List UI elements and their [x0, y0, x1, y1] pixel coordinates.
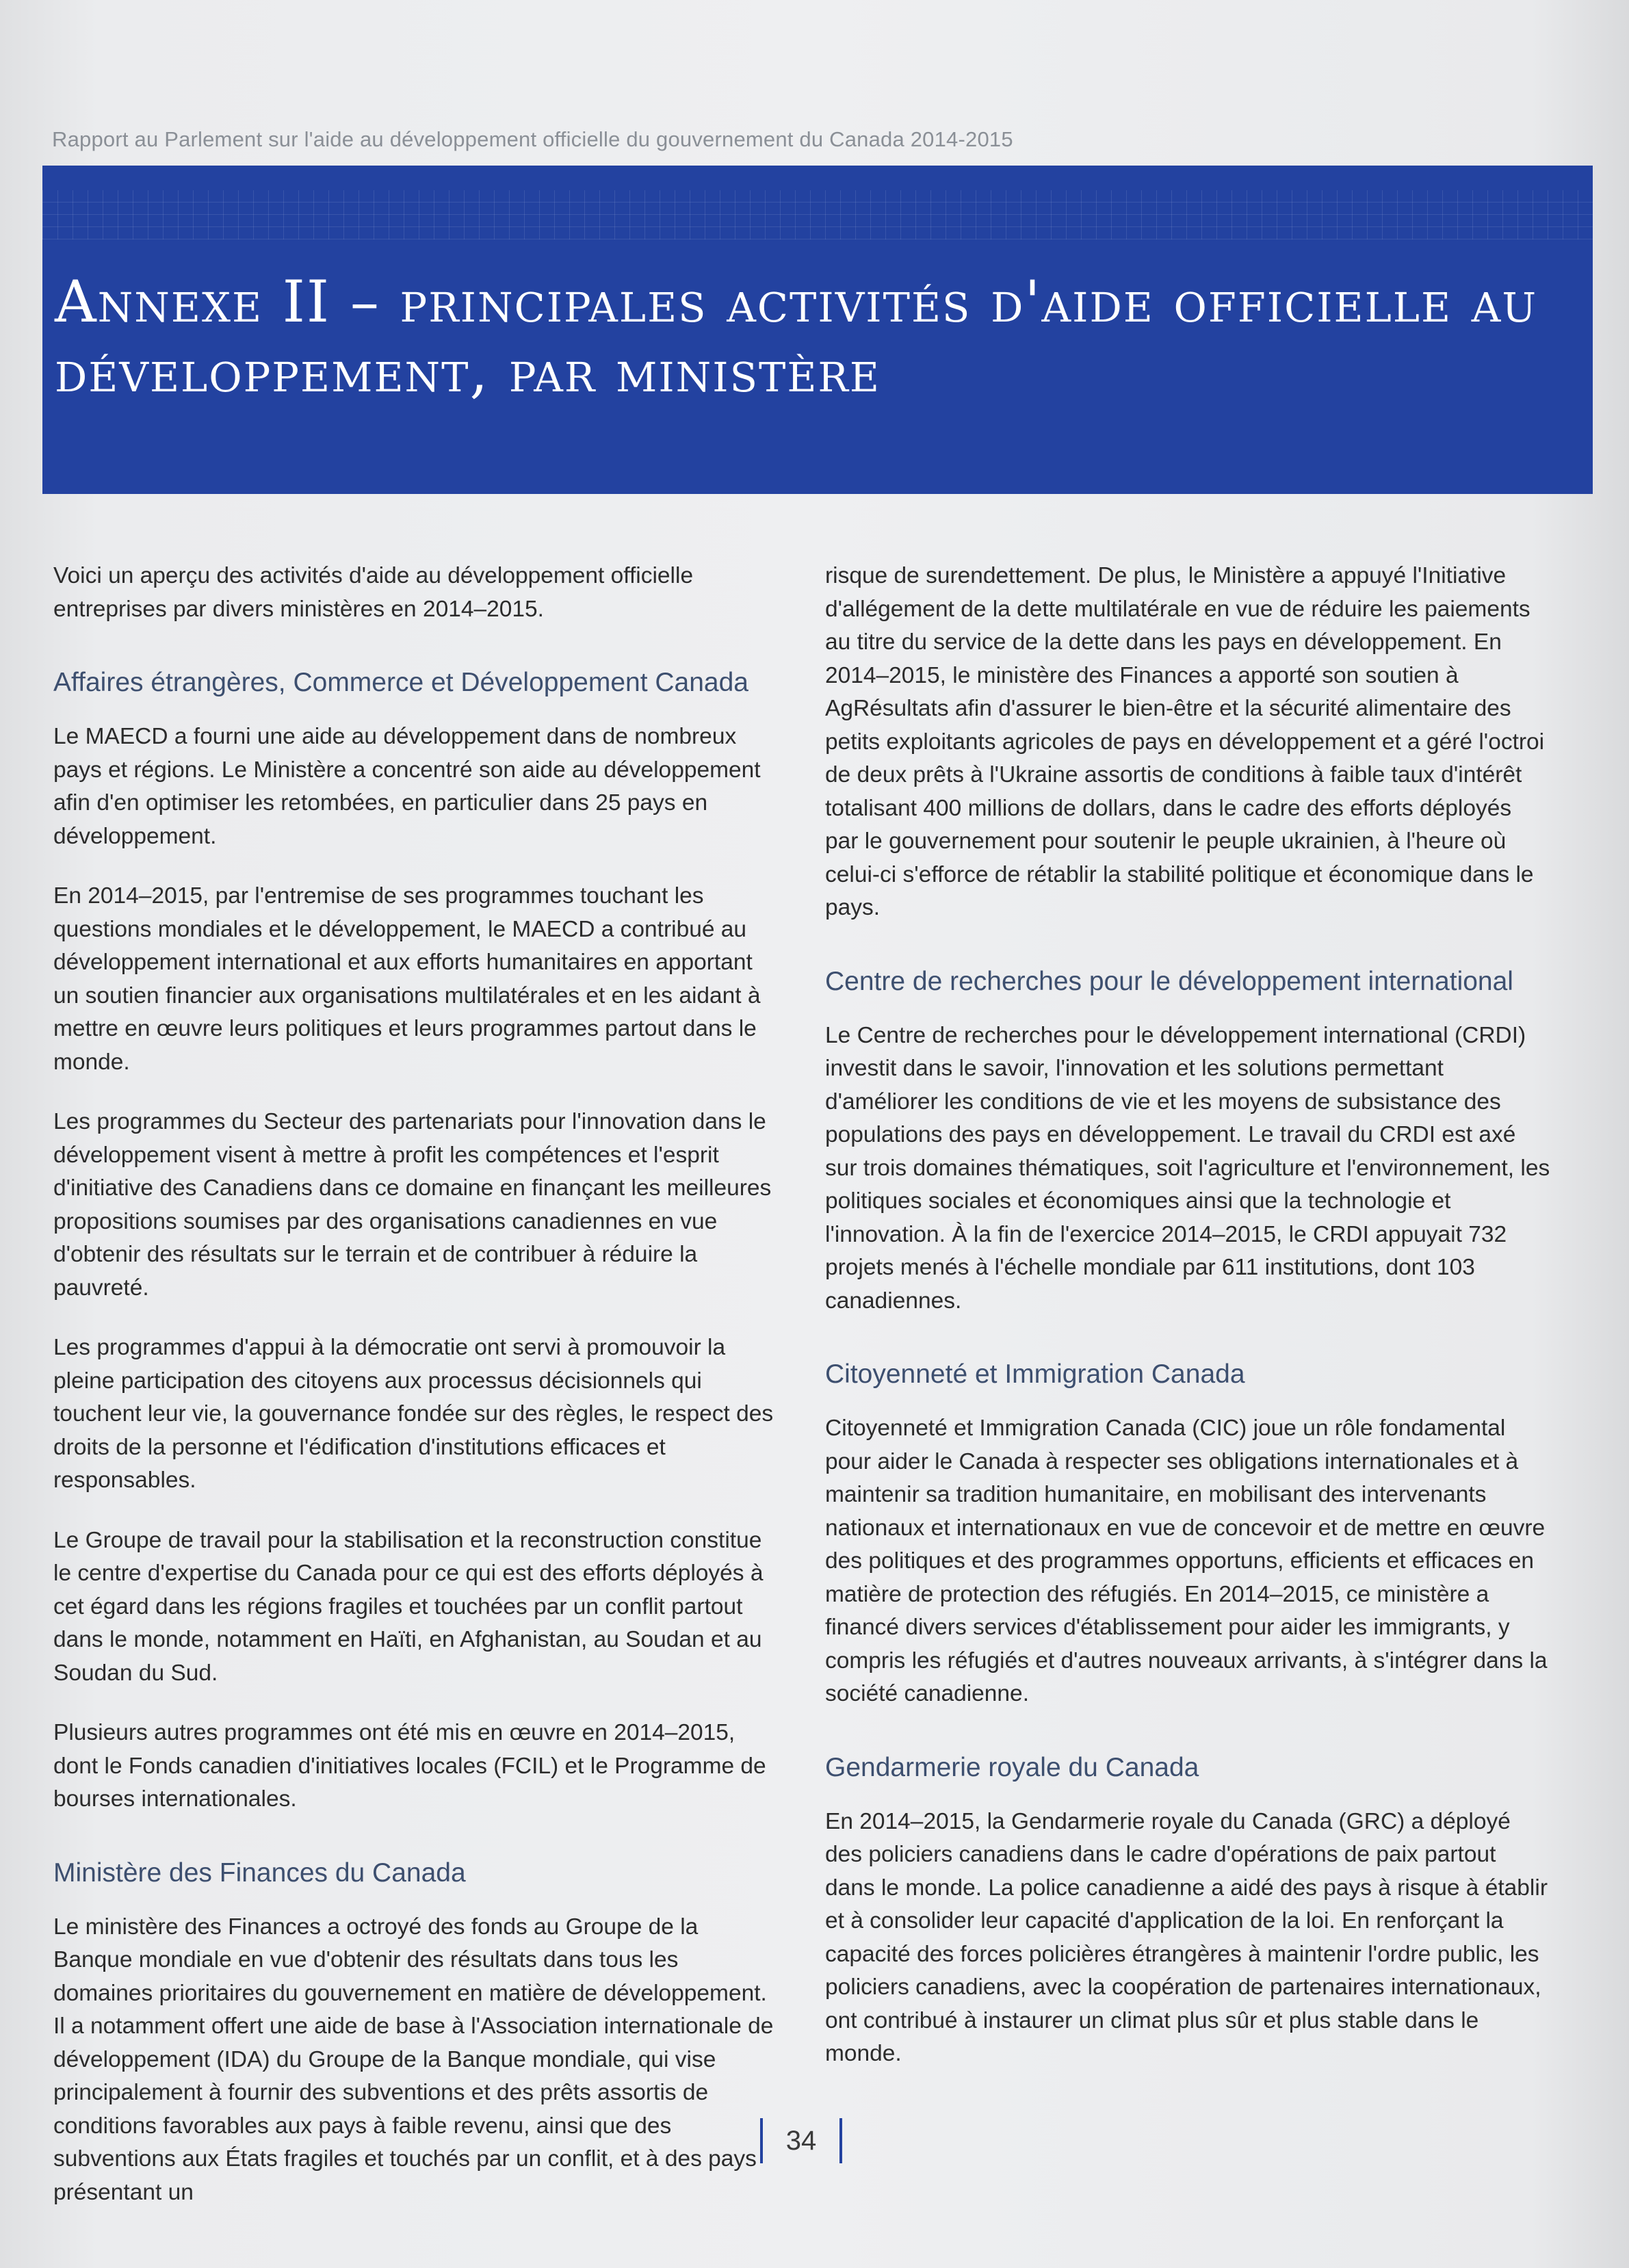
section-heading-finances: Ministère des Finances du Canada	[53, 1858, 466, 1888]
banner-grid-pattern	[42, 190, 1593, 239]
section-heading-grc: Gendarmerie royale du Canada	[825, 1752, 1199, 1782]
running-header: Rapport au Parlement sur l'aide au développement officielle du gouvernement du Canada 2014-2015	[52, 127, 1013, 151]
annex-banner	[42, 166, 1593, 494]
maecd-paragraph: Les programmes d'appui à la démocratie ont servi à promouvoir la pleine participation des citoyens aux processus décisionnels qui touchent leur vie, la gouvernance fondée sur des règles, le respect des droits de la personne et l'édification d'institutions efficaces et responsables.	[53, 1335, 774, 1493]
grc-paragraph: En 2014–2015, la Gendarmerie royale du Canada (GRC) a déployé des policiers canadiens dans le cadre d'opérations de paix partout dans le monde. La police canadienne a aidé des pays à risque à établir et à consolider leur capacité d'application de la loi. En renforçant la capacité des forces policières étrangères à maintenir l'ordre public, les policiers canadiens, avec la coopération de partenaires internationaux, ont contribué à instaurer un climat plus sûr et plus stable dans le monde.	[825, 1808, 1548, 2066]
intro-paragraph: Voici un aperçu des activités d'aide au développement officielle entreprises par divers ministères en 2014–2015.	[53, 563, 694, 622]
section-heading-crdi: Centre de recherches pour le développement international	[825, 966, 1513, 996]
page-folio	[736, 2117, 866, 2165]
folio-bar-right	[839, 2118, 842, 2163]
finances-paragraph-part1: Le ministère des Finances a octroyé des fonds au Groupe de la Banque mondiale en vue d'obtenir des résultats dans tous les domaines prioritaires du gouvernement en matière de développement. Il a notamment offert une aide de base à l'Association internationale de développement (IDA) du Groupe de la Banque mondiale, qui vise principalement à fournir des subventions et des prêts assortis de conditions favorables aux pays à faible revenu, ainsi que des subventions aux États fragiles et touchés par un conflit, et à des pays présentant un	[53, 1914, 774, 2205]
finances-paragraph-part2: risque de surendettement. De plus, le Ministère a appuyé l'Initiative d'allégement de la dette multilatérale en vue de réduire les paiements au titre du service de la dette dans les pays en développement. En 2014–2015, le ministère des Finances a apporté son soutien à AgRésultats afin d'assurer le bien-être et la sécurité alimentaire des petits exploitants agricoles de pays en développement et a géré l'octroi de deux prêts à l'Ukraine assortis de conditions à faible taux d'intérêt totalisant 400 millions de dollars, dans le cadre des efforts déployés par le gouvernement pour soutenir le peuple ukrainien, à l'heure où celui-ci s'efforce de rétablir la stabilité politique et économique dans le pays.	[825, 563, 1545, 920]
cic-paragraph: Citoyenneté et Immigration Canada (CIC) joue un rôle fondamental pour aider le Canada à respecter ses obligations internationales et à maintenir sa tradition humanitaire, en mobilisant des intervenants nationaux et internationaux en vue de concevoir et de mettre en œuvre des politiques et des programmes opportuns, efficients et efficaces en matière de protection des réfugiés. En 2014–2015, ce ministère a financé divers services d'établissement pour aider les immigrants, y compris les réfugiés et d'autres nouveaux arrivants, à s'intégrer dans la société canadienne.	[825, 1416, 1548, 1706]
page-number: 34	[785, 2125, 817, 2156]
left-column	[53, 560, 779, 2236]
section-heading-cic: Citoyenneté et Immigration Canada	[825, 1359, 1245, 1389]
maecd-paragraph: Le Groupe de travail pour la stabilisation et la reconstruction constitue le centre d'expertise du Canada pour ce qui est des efforts déployés à cet égard dans les régions fragiles et touchées par un conflit partout dans le monde, notamment en Haïti, en Afghanistan, au Soudan et au Soudan du Sud.	[53, 1527, 764, 1686]
right-column	[825, 560, 1550, 2098]
crdi-paragraph: Le Centre de recherches pour le développement international (CRDI) investit dans le savoir, l'innovation et les solutions permettant d'améliorer les conditions de vie et les moyens de subsistance des populations des pays en développement. Le travail du CRDI est axé sur trois domaines thématiques, soit l'agriculture et l'environnement, les politiques sociales et économiques ainsi que la technologie et l'innovation. À la fin de l'exercice 2014–2015, le CRDI appuyait 732 projets menés à l'échelle mondiale par 611 institutions, dont 103 canadiennes.	[825, 1022, 1550, 1314]
section-heading-maecd: Affaires étrangères, Commerce et Développement Canada	[53, 668, 748, 697]
maecd-paragraph: En 2014–2015, par l'entremise de ses programmes touchant les questions mondiales et le développement, le MAECD a contribué au développement international et aux efforts humanitaires en apportant un soutien financier aux organisations multilatérales et en les aidant à mettre en œuvre leurs politiques et leurs programmes partout dans le monde.	[53, 883, 761, 1075]
maecd-paragraph: Plusieurs autres programmes ont été mis en œuvre en 2014–2015, dont le Fonds canadien d'initiatives locales (FCIL) et le Programme de bourses internationales.	[53, 1720, 766, 1812]
maecd-paragraph: Les programmes du Secteur des partenariats pour l'innovation dans le développement visent à mettre à profit les compétences et l'esprit d'initiative des Canadiens dans ce domaine en finançant les meilleures propositions soumises par des organisations canadiennes en vue d'obtenir des résultats sur le terrain et de contribuer à réduire la pauvreté.	[53, 1109, 772, 1301]
annex-title: Annexe II – principales activités d'aide officielle au développement, par ministère	[55, 268, 1538, 405]
maecd-paragraph: Le MAECD a fourni une aide au développement dans de nombreux pays et régions. Le Ministère a concentré son aide au développement afin d'en optimiser les retombées, en particulier dans 25 pays en développement.	[53, 724, 761, 849]
